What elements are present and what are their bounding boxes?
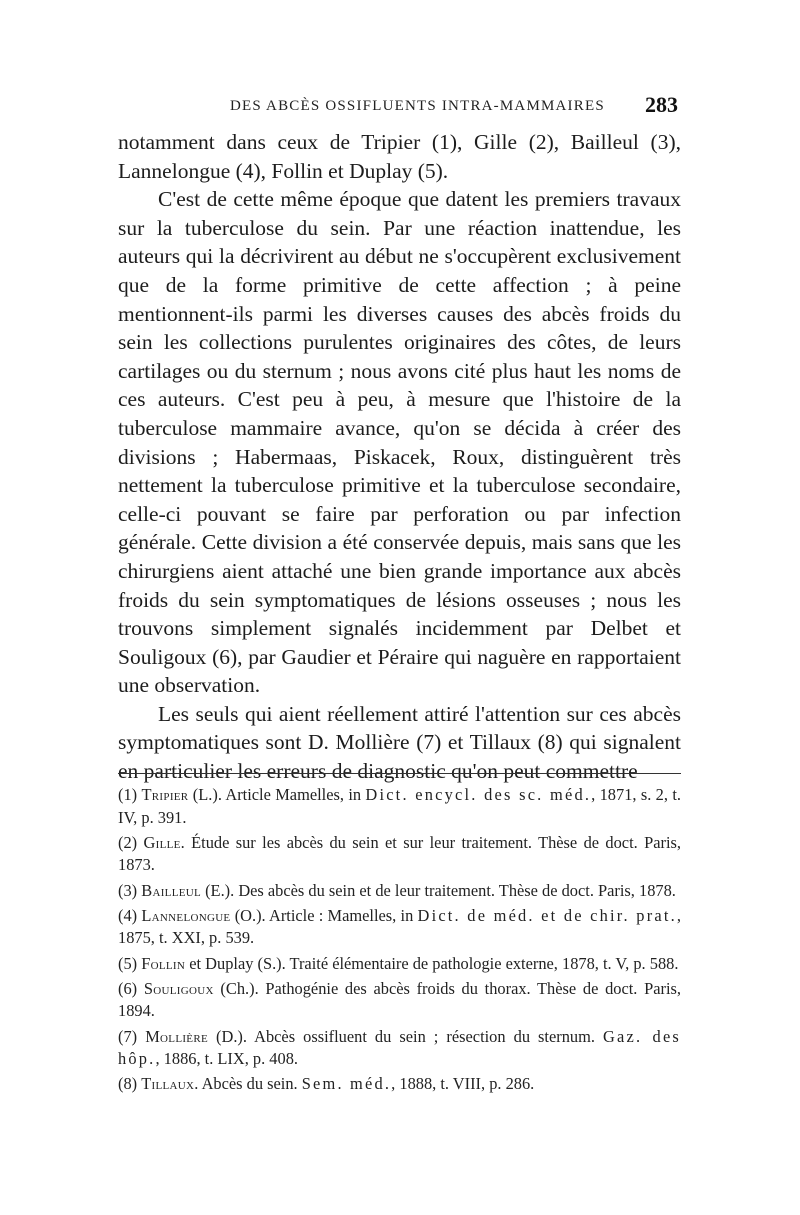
paragraph: Les seuls qui aient réellement attiré l'attention sur ces abcès symptomatiques sont D. Mollière (7) et Tillaux (8) qui signalent en particulier les erreurs de diagnostic qu'on peut commettre — [118, 701, 681, 784]
footnote-journal: Dict. encycl. des sc. méd. — [365, 785, 592, 804]
footnote — [118, 880, 681, 903]
running-title: DES ABCÈS OSSIFLUENTS INTRA-MAMMAIRES — [230, 98, 605, 114]
footnote-author: Tillaux — [141, 1074, 195, 1094]
paragraph: C'est de cette même époque que datent les premiers travaux sur la tuberculose du sein. Par une réaction inattendue, les auteurs qui la décrivirent au début ne s'occupèrent exclusivement que de la forme primitive de cette affection ; à peine mentionnent-ils parmi les diverses causes des abcès froids du sein les collections purulentes originaires des côtes, de leurs cartilages ou du sternum ; nous avons cité plus haut les noms de ces auteurs. C'est peu à peu, à mesure que l'histoire de la tuberculose mammaire avance, qu'on se décida à créer des divisions ; Habermaas, Piskacek, Roux, distinguèrent très nettement la tuberculose primitive et la tuberculose secondaire, celle-ci pouvant se faire par perforation ou par infection générale. Cette division a été conservée depuis, mais sans que les chirurgiens aient attaché une bien grande importance aux abcès froids du sein symptomatiques de lésions osseuses ; nous les trouvons simplement signalés incidemment par Delbet et Souligoux (6), par Gaudier et Péraire qui naguère en rapportaient une observation. — [118, 187, 681, 698]
footnote-number: (5) — [118, 953, 138, 973]
main-text — [118, 128, 681, 786]
footnote — [118, 784, 681, 829]
footnote-author: Tripier — [141, 785, 189, 804]
paragraph: notamment dans ceux de Tripier (1), Gille (2), Bailleul (3), Lannelongue (4), Follin et Duplay (5). — [118, 130, 681, 183]
footnote-author: Follin — [141, 953, 186, 973]
footnote-separator — [118, 773, 681, 774]
footnote-author: Lannelongue — [141, 905, 231, 925]
footnote-journal: Gaz. des hôp. — [118, 1026, 681, 1069]
footnote-text: . Abcès du sein. — [194, 1074, 302, 1094]
footnote — [118, 1073, 681, 1096]
footnote — [118, 905, 681, 950]
footnote-author: Gille — [143, 832, 181, 852]
footnote-number: (8) — [118, 1074, 138, 1094]
footnote-text: . Étude sur les abcès du sein et sur leur traitement. Thèse de doct. Paris, 1873. — [118, 832, 681, 875]
footnote-number: (2) — [118, 832, 138, 852]
page-number: 283 — [645, 92, 678, 117]
footnote-author: Souligoux — [143, 978, 214, 998]
footnote — [118, 832, 681, 877]
footnote-tail: , 1888, t. VIII, p. 286. — [391, 1074, 535, 1094]
footnote-number: (7) — [118, 1026, 138, 1046]
footnote-text: (E.). Des abcès du sein et de leur traitement. Thèse de doct. Paris, 1878. — [201, 880, 676, 900]
footnote-number: (1) — [118, 785, 138, 804]
footnote — [118, 953, 681, 976]
footnote-number: (6) — [118, 978, 138, 998]
footnotes — [118, 784, 681, 1098]
footnote-text: (O.). Article : Mamelles, in — [230, 905, 418, 925]
footnote-number: (3) — [118, 880, 138, 900]
footnote-text: et Duplay (S.). Traité élémentaire de pathologie externe, 1878, t. V, p. 588. — [185, 953, 679, 973]
page-header — [118, 92, 678, 122]
footnote-text: (L.). Article Mamelles, in — [188, 785, 366, 804]
footnote-text: (Ch.). Pathogénie des abcès froids du thorax. Thèse de doct. Paris, 1894. — [118, 978, 681, 1021]
footnote — [118, 978, 681, 1023]
footnote — [118, 1026, 681, 1071]
footnote-journal: Dict. de méd. et de chir. prat. — [417, 905, 677, 925]
footnote-author: Bailleul — [141, 880, 201, 900]
footnote-number: (4) — [118, 905, 138, 925]
footnote-tail: , 1875, t. XXI, p. 539. — [118, 905, 681, 948]
footnote-tail: , 1871, s. 2, t. IV, p. 391. — [118, 785, 681, 827]
footnote-journal: Sem. méd. — [301, 1074, 392, 1094]
footnote-tail: , 1886, t. LIX, p. 408. — [155, 1049, 298, 1069]
footnote-author: Mollière — [145, 1026, 208, 1046]
footnote-text: (D.). Abcès ossifluent du sein ; résection du sternum. — [207, 1026, 604, 1046]
